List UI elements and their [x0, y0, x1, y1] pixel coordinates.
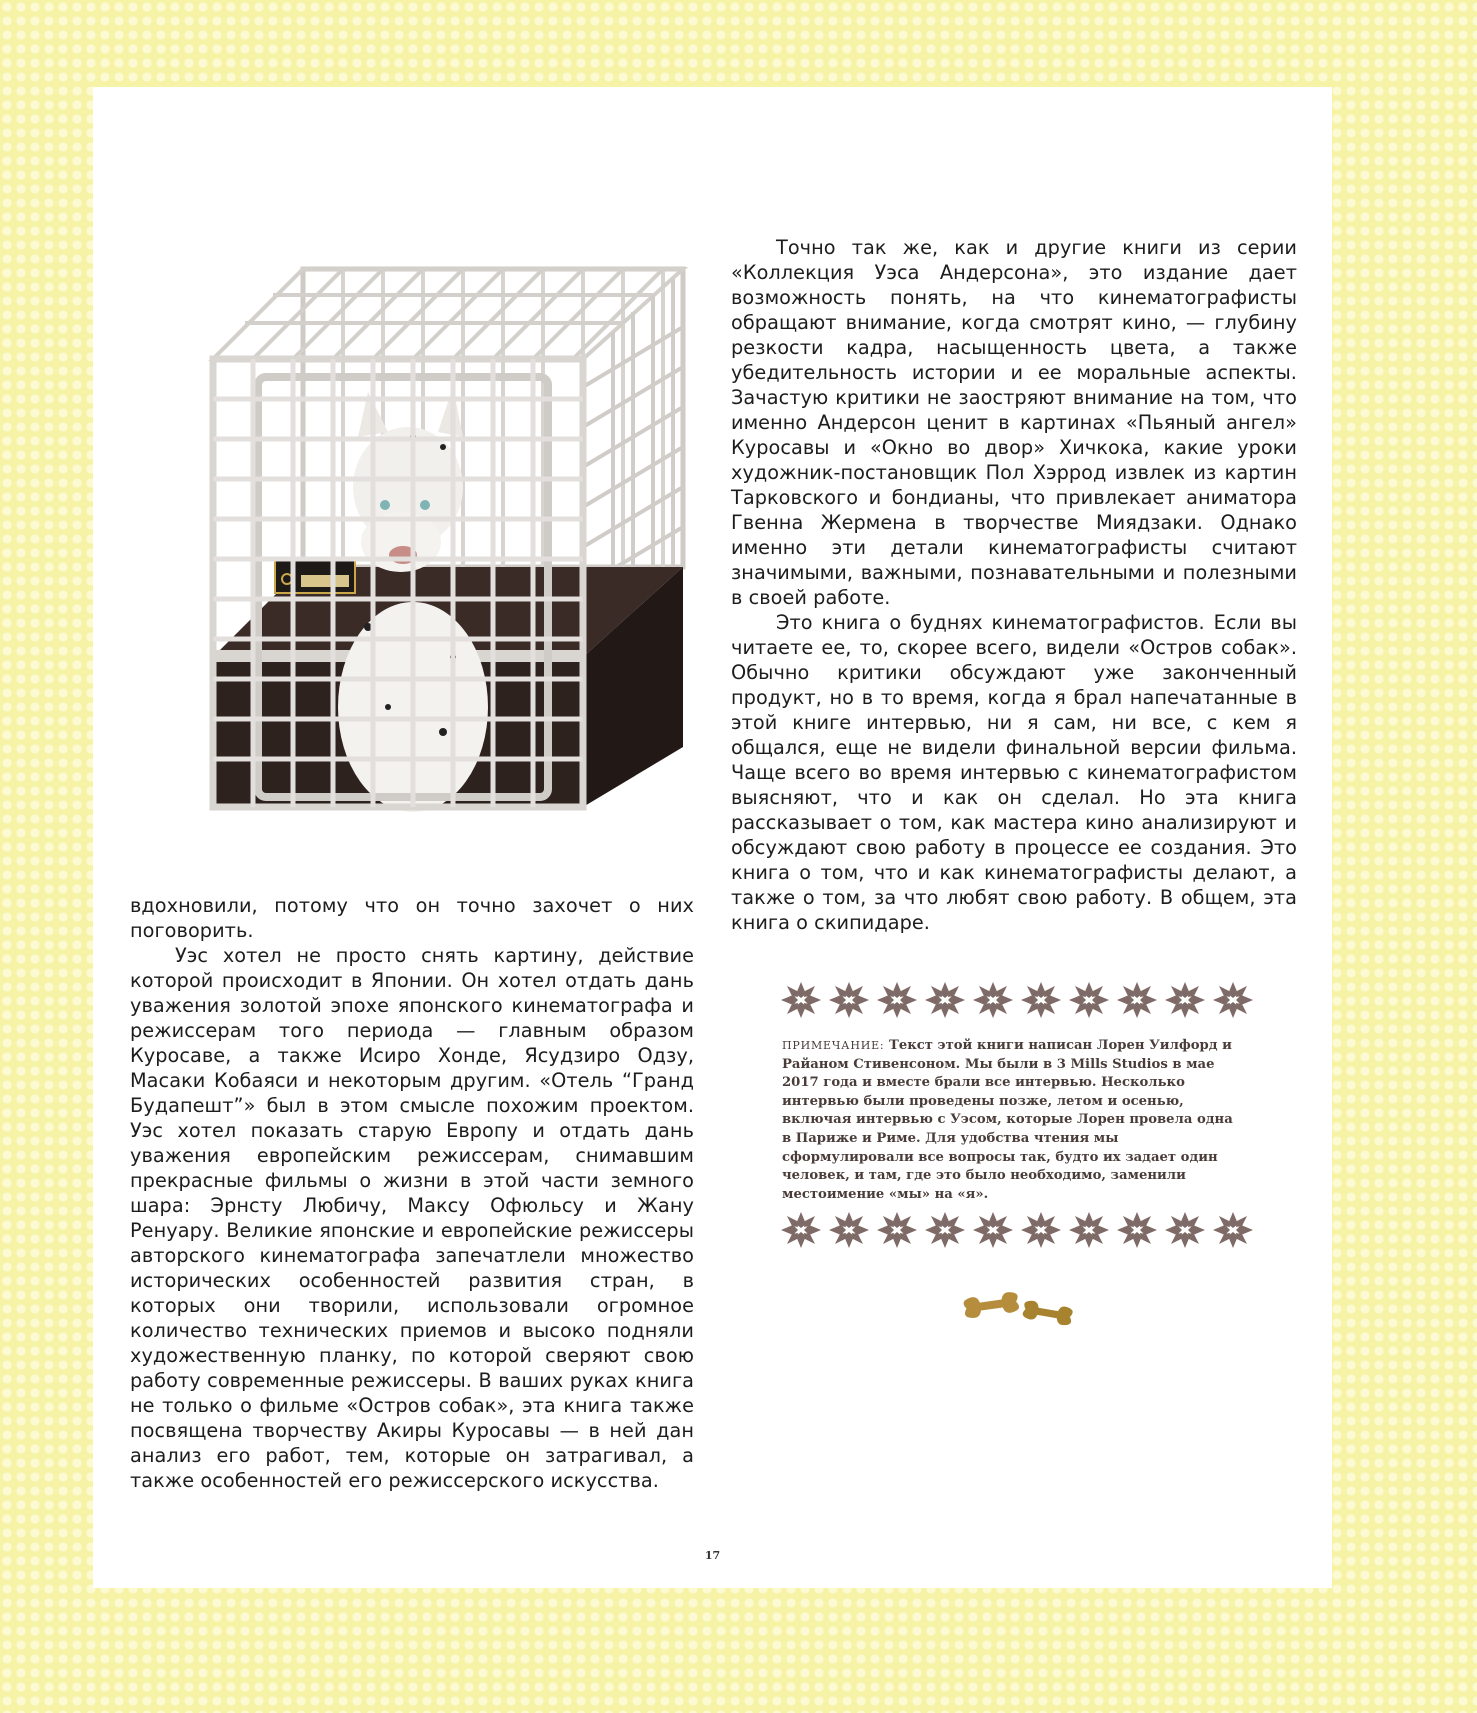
flower-ornament-icon: [1163, 980, 1207, 1020]
flower-ornament-icon: [1163, 1210, 1207, 1250]
flower-ornament-icon: [875, 980, 919, 1020]
book-page: [93, 87, 1332, 1588]
flower-ornament-icon: [827, 1210, 871, 1250]
treat-icon: [963, 1291, 1020, 1319]
flower-ornament-icon: [1211, 980, 1255, 1020]
note-text: Текст этой книги написан Лорен Уилфорд и Райаном Стивенсоном. Мы были в 3 Mills Studios в мае 2017 года и вместе брали все интервью. Несколько интервью были проведены позже, летом и осенью, включая интервью с Уэсом, которые Лорен провела одна в Париже и Риме. Для удобства чтения мы сформулировали все вопросы так, будто их задает один человек, и там, где это было необходимо, заменили местоимение «мы» на «я».: [782, 1038, 1233, 1202]
note-label: ПРИМЕЧАНИЕ:: [782, 1039, 885, 1052]
right-paragraph-2: Это книга о буднях кинематографистов. Если вы читаете ее, то, скорее всего, видели «Остров собак». Обычно критики обсуждают уже законченный продукт, но в то время, когда я брал напечатанные в этой книге интервью, ни я сам, ни все, с кем я общался, еще не видели финальной версии фильма. Чаще всего во время интервью с кинематографистом выясняют, что и как он сделал. Но эта книга рассказывает о том, как мастера кино анализируют и обсуждают свою работу в процессе ее создания. Это книга о том, что и как кинематографисты делают, а также о том, за что любят свою работу. В общем, эта книга о скипидаре.: [731, 611, 1297, 934]
page-number: 17: [704, 1549, 721, 1562]
dog-cage-illustration: [153, 187, 723, 887]
flower-ornament-icon: [1067, 980, 1111, 1020]
ornament-row-bottom: [779, 1210, 1255, 1250]
left-paragraph-2: Уэс хотел не просто снять картину, действие которой происходит в Японии. Он хотел отдать дань уважения золотой эпохе японского кинематографа и режиссерам того периода — главным образом Куросаве, а также Исиро Хонде, Ясудзиро Одзу, Масаки Кобаяси и некоторым другим. «Отель “Гранд Будапешт”» был в этом смысле похожим проектом. Уэс хотел показать старую Европу и отдать дань уважения европейским режиссерам, снимавшим прекрасные фильмы о жизни в этой части земного шара: Эрнсту Любичу, Максу Офюльсу и Жану Ренуару. Великие японские и европейские режиссеры авторского кинематографа запечатлели множество исторических особенностей развития стран, в которых они творили, использовали огромное количество технических приемов и высоко подняли художественную планку, по которой сверяют свою работу современные режиссеры. В ваших руках книга не только о фильме «Остров собак», эта книга также посвящена творчеству Акиры Куросавы — в ней дан анализ его работ, тем, которые он затрагивал, а также особенностей его режиссерского искусства.: [130, 944, 694, 1492]
treat-icon: [1022, 1300, 1074, 1327]
flower-ornament-icon: [923, 980, 967, 1020]
right-text-column: [731, 235, 1297, 935]
flower-ornament-icon: [971, 1210, 1015, 1250]
flower-ornament-icon: [1019, 980, 1063, 1020]
flower-ornament-icon: [1115, 980, 1159, 1020]
right-paragraph-1: Точно так же, как и другие книги из серии «Коллекция Уэса Андерсона», это издание дает возможность понять, на что кинематографисты обращают внимание, когда смотрят кино, — глубину резкости кадра, насыщенность цвета, а также убедительность истории и ее моральные аспекты. Зачастую критики не заостряют внимание на том, что именно Андерсон ценит в картинах «Пьяный ангел» Куросавы и «Окно во двор» Хичкока, какие уроки художник-постановщик Пол Хэррод извлек из картин Тарковского и бондианы, что привлекает аниматора Гвенна Жермена в творчестве Миядзаки. Однако именно эти детали кинематографисты считают значимыми, важными, познавательными и полезными в своей работе.: [731, 236, 1297, 609]
flower-ornament-icon: [1211, 1210, 1255, 1250]
flower-ornament-icon: [779, 1210, 823, 1250]
ornament-row-top: [779, 980, 1255, 1020]
flower-ornament-icon: [923, 1210, 967, 1250]
editorial-note: [782, 1037, 1244, 1204]
flower-ornament-icon: [971, 980, 1015, 1020]
left-paragraph-1: вдохновили, потому что он точно захочет о них поговорить.: [130, 894, 694, 942]
flower-ornament-icon: [1067, 1210, 1111, 1250]
flower-ornament-icon: [1115, 1210, 1159, 1250]
dog-treats-illustration: [959, 1282, 1079, 1342]
flower-ornament-icon: [875, 1210, 919, 1250]
flower-ornament-icon: [827, 980, 871, 1020]
flower-ornament-icon: [1019, 1210, 1063, 1250]
flower-ornament-icon: [779, 980, 823, 1020]
left-text-column: [130, 893, 694, 1493]
